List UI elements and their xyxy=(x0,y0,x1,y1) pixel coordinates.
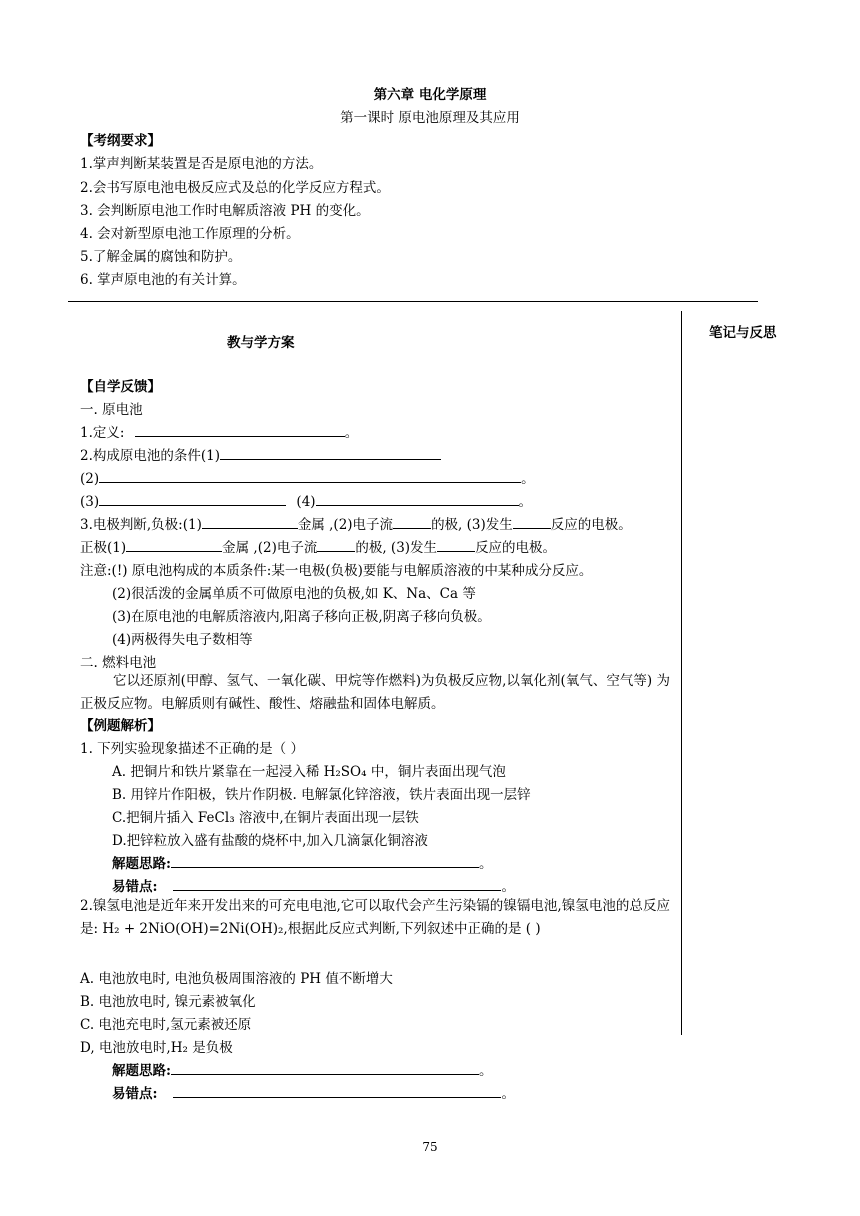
syllabus-item-5: 5.了解金属的腐蚀和防护。 xyxy=(80,249,242,265)
question-2-option-d: D, 电池放电时,H₂ 是负极 xyxy=(80,1040,233,1056)
lesson-title: 第一课时 原电池原理及其应用 xyxy=(340,110,520,126)
question-2-option-c: C. 电池充电时,氢元素被还原 xyxy=(80,1017,252,1033)
syllabus-item-1: 1.掌声判断某装置是否是原电池的方法。 xyxy=(80,156,323,172)
question-1-option-c: C.把铜片插入 FeCl₃ 溶液中,在铜片表面出现一层铁 xyxy=(112,810,419,826)
note-3: (3)在原电池的电解质溶液内,阳离子移向正极,阴离子移向负极。 xyxy=(112,609,491,625)
period: 。 xyxy=(478,856,493,872)
note-4: (4)两极得失电子数相等 xyxy=(112,632,253,648)
page-number: 75 xyxy=(422,1140,438,1154)
examples-heading: 【例题解析】 xyxy=(80,718,161,734)
conditions-line xyxy=(80,444,441,464)
error-label: 易错点: xyxy=(112,879,158,895)
neg-electrode-end: 反应的电极。 xyxy=(550,517,632,533)
syllabus-item-2: 2.会书写原电池电极反应式及总的化学反应方程式。 xyxy=(80,180,390,196)
chapter-title: 第六章 电化学原理 xyxy=(373,87,487,103)
pos-electron-blank[interactable] xyxy=(317,538,355,552)
period: 。 xyxy=(518,494,533,510)
thinking-label: 解题思路: xyxy=(112,1063,171,1079)
question-1-option-d: D.把锌粒放入盛有盐酸的烧杯中,加入几滴氯化铜溶液 xyxy=(112,833,428,849)
period: 。 xyxy=(501,879,515,895)
definition-blank[interactable] xyxy=(135,423,345,437)
condition-3-label: (3) xyxy=(80,494,100,510)
condition-2-line xyxy=(80,467,535,487)
conditions-label: 2.构成原电池的条件(1) xyxy=(80,448,221,464)
question-2-thinking-blank[interactable] xyxy=(171,1061,479,1075)
syllabus-item-4: 4. 会对新型原电池工作原理的分析。 xyxy=(80,226,300,242)
fuel-cell-paragraph: 它以还原剂(甲醇、氢气、一氧化碳、甲烷等作燃料)为负极反应物,以氧化剂(氧气、空气等) 为正极反应物。电解质则有碱性、酸性、熔融盐和固体电解质。 xyxy=(80,673,670,712)
pos-electrode-label: 正极(1) xyxy=(80,540,127,556)
neg-electron-blank[interactable] xyxy=(393,515,431,529)
condition-2-blank[interactable] xyxy=(99,469,521,483)
pos-metal-blank[interactable] xyxy=(126,538,222,552)
neg-electron-flow-label: 金属 ,(2)电子流 xyxy=(297,517,394,533)
error-label: 易错点: xyxy=(112,1086,158,1102)
neg-reaction-blank[interactable] xyxy=(513,515,551,529)
syllabus-heading: 【考纲要求】 xyxy=(80,133,161,149)
question-1-option-b: B. 用锌片作阳极，铁片作阴极. 电解氯化锌溶液，铁片表面出现一层锌 xyxy=(112,787,531,803)
condition-1-blank[interactable] xyxy=(220,446,441,460)
condition-4-blank[interactable] xyxy=(316,492,519,506)
syllabus-item-3: 3. 会判断原电池工作时电解质溶液 PH 的变化。 xyxy=(80,203,370,219)
note-1: 注意:(!) 原电池构成的本质条件:某一电极(负极)要能与电解质溶液的中某种成分反应。 xyxy=(80,563,593,579)
question-1-option-a: A. 把铜片和铁片紧靠在一起浸入稀 H₂SO₄ 中，铜片表面出现气泡 xyxy=(112,764,506,780)
condition-4-label: (4) xyxy=(296,494,316,510)
definition-line xyxy=(80,421,358,441)
question-2-error-blank[interactable] xyxy=(173,1084,501,1098)
question-1-stem: 1. 下列实验现象描述不正确的是（ ） xyxy=(80,741,304,757)
period: 。 xyxy=(521,471,535,487)
pos-reaction-label: 的极, (3)发生 xyxy=(355,540,438,556)
question-1-thinking-blank[interactable] xyxy=(171,854,479,868)
question-1-thinking-line xyxy=(112,852,492,872)
pos-electrode-end: 反应的电极。 xyxy=(475,540,557,556)
section-primary-cell: 一. 原电池 xyxy=(80,402,143,418)
question-2-option-a: A. 电池放电时, 电池负极周围溶液的 PH 值不断增大 xyxy=(80,971,393,987)
neg-electrode-label: 3.电极判断,负极:(1) xyxy=(80,517,202,533)
question-2-stem: 2.镍氢电池是近年来开发出来的可充电电池,它可以取代会产生污染镉的镍镉电池,镍氢电池的总反应是: H₂ + 2NiO(OH)=2Ni(OH)₂,根据此反应式判断,下列叙述中正确的是 ( ) xyxy=(80,898,670,937)
condition-3-blank[interactable] xyxy=(99,492,286,506)
period: 。 xyxy=(344,425,359,441)
question-2-thinking-line xyxy=(112,1059,492,1079)
pos-electron-flow-label: 金属 ,(2)电子流 xyxy=(222,540,318,556)
notes-column-divider xyxy=(681,311,682,1035)
question-1-error-blank[interactable] xyxy=(173,877,501,891)
question-2-option-b: B. 电池放电时, 镍元素被氧化 xyxy=(80,994,256,1010)
thinking-label: 解题思路: xyxy=(112,856,171,872)
section-divider xyxy=(68,301,758,302)
question-2-error-line xyxy=(112,1082,515,1102)
question-1-error-line xyxy=(112,875,515,895)
pos-reaction-blank[interactable] xyxy=(437,538,475,552)
condition-3-4-line xyxy=(80,490,532,510)
neg-reaction-label: 的极, (3)发生 xyxy=(431,517,513,533)
neg-metal-blank[interactable] xyxy=(202,515,298,529)
period: 。 xyxy=(478,1063,493,1079)
negative-electrode-line xyxy=(80,513,632,533)
syllabus-item-6: 6. 掌声原电池的有关计算。 xyxy=(80,272,246,288)
section-fuel-cell: 二. 燃料电池 xyxy=(80,655,157,671)
plan-title: 教与学方案 xyxy=(227,335,295,351)
positive-electrode-line xyxy=(80,536,556,556)
note-2: (2)很活泼的金属单质不可做原电池的负极,如 K、Na、Ca 等 xyxy=(112,586,476,602)
self-study-heading: 【自学反馈】 xyxy=(80,379,161,395)
condition-2-label: (2) xyxy=(80,471,100,487)
notes-title: 笔记与反思 xyxy=(709,325,777,341)
period: 。 xyxy=(501,1086,515,1102)
definition-label: 1.定义: xyxy=(80,425,125,441)
